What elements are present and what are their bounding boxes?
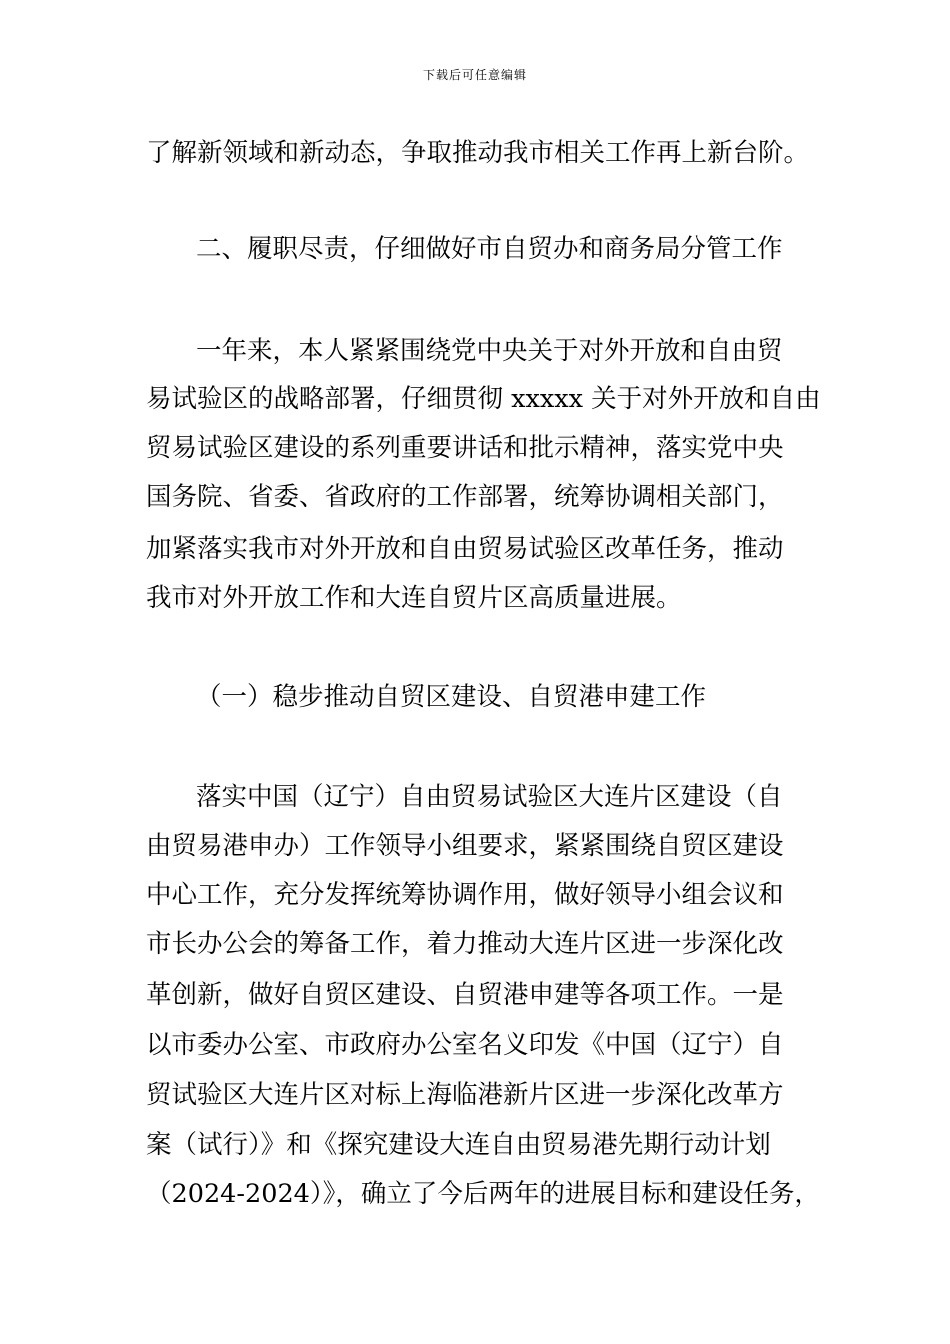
paragraph-line: 由贸易港申办）工作领导小组要求，紧紧围绕自贸区建设 [146,831,784,861]
paragraph-line: 案（试行）》和《探究建设大连自由贸易港先期行动计划 [146,1130,771,1160]
page-header: 下载后可任意编辑 [422,68,527,82]
paragraph-line: （2024-2024）》，确立了今后两年的进展目标和建设任务， [146,1179,820,1209]
paragraph-line: 以市委办公室、市政府办公室名义印发《中国（辽宁）自 [146,1030,784,1060]
paragraph-line: 了解新领域和新动态，争取推动我市相关工作再上新台阶。 [146,138,810,168]
paragraph-line: 贸易试验区建设的系列重要讲话和批示精神，落实党中央 [146,433,784,463]
section-heading: 二、履职尽责，仔细做好市自贸办和商务局分管工作 [196,234,783,264]
paragraph-line: 国务院、省委、省政府的工作部署，统筹协调相关部门， [146,482,784,512]
paragraph-line: 革创新，做好自贸区建设、自贸港申建等各项工作。一是 [146,980,784,1010]
paragraph-line: 中心工作，充分发挥统筹协调作用，做好领导小组会议和 [146,880,784,910]
paragraph-line: 我市对外开放工作和大连自贸片区高质量进展。 [146,583,682,613]
subsection-heading: （一）稳步推动自贸区建设、自贸港申建工作 [196,682,707,712]
paragraph-line: 落实中国（辽宁）自由贸易试验区大连片区建设（自 [196,782,783,812]
paragraph-line: 一年来，本人紧紧围绕党中央关于对外开放和自由贸 [196,336,783,366]
paragraph-line: 市长办公会的筹备工作，着力推动大连片区进一步深化改 [146,929,784,959]
paragraph-line: 贸试验区大连片区对标上海临港新片区进一步深化改革方 [146,1080,784,1110]
paragraph-line: 加紧落实我市对外开放和自由贸易试验区改革任务，推动 [146,534,784,564]
paragraph-line: 易试验区的战略部署，仔细贯彻 xxxxx 关于对外开放和自由 [146,384,821,414]
